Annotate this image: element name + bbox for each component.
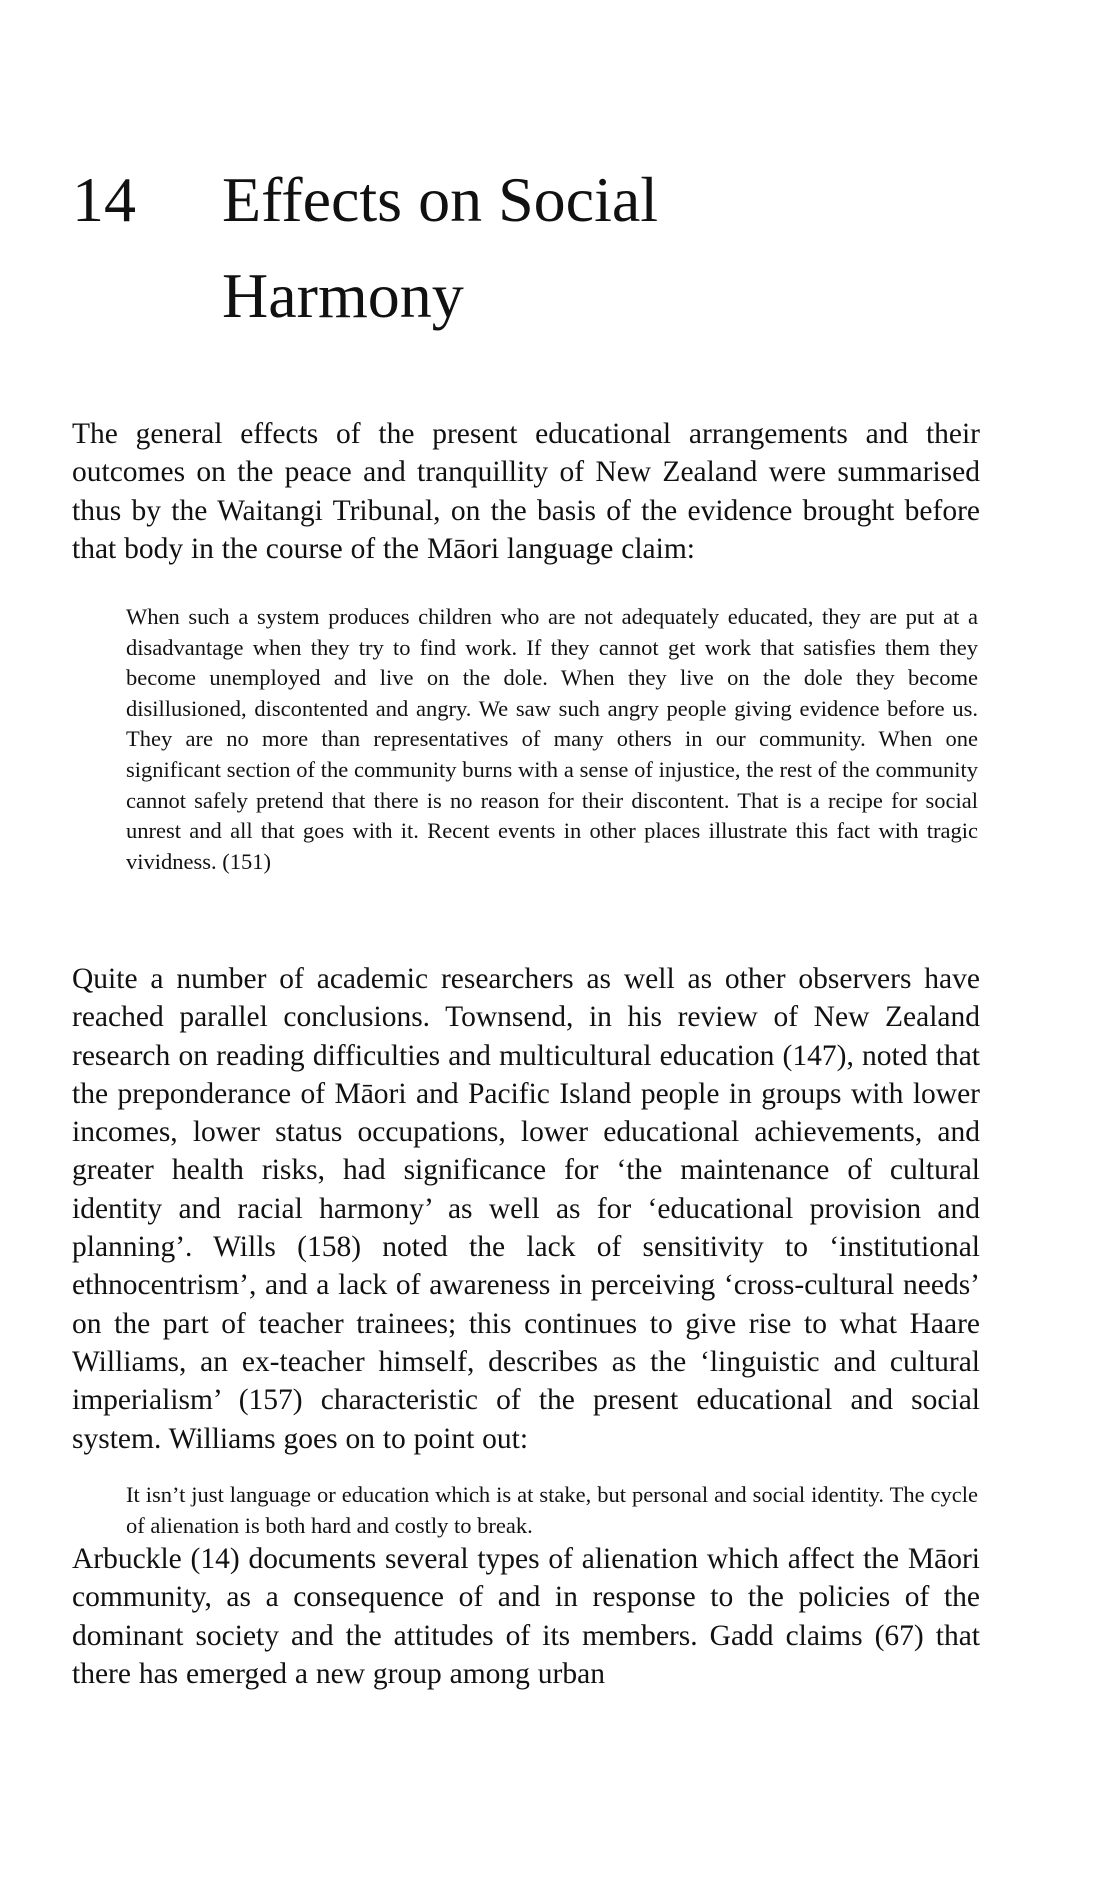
body-paragraph-3: Arbuckle (14) documents several types of alienation which affect the Māori community, as a consequence of and in response to the policies of the dominant society and the attitudes of its members. Gadd claims (67) that there has emerged a new group among urban: [72, 1543, 980, 1690]
block-quote-williams: It isn’t just language or education which is at stake, but personal and social identity. The cycle of alienation is both hard and costly to break.: [126, 1482, 978, 1538]
chapter-number: 14: [72, 164, 136, 235]
body-paragraph-2: Quite a number of academic researchers as well as other observers have reached parallel conclusions. Townsend, in his review of New Zealand research on reading difficulties and multicultural education (147), noted that the preponderance of Māori and Pacific Island people in groups with lower incomes, lower status occupations, lower educational achievements, and greater health risks, had significance for ‘the maintenance of cultural identity and racial harmony’ as well as for ‘educational provision and planning’. Wills (158) noted the lack of sensitivity to ‘institutional ethnocentrism’, and a lack of awareness in perceiving ‘cross-cultural needs’ on the part of teacher trainees; this continues to give rise to what Haare Williams, an ex-teacher himself, describes as the ‘linguistic and cultural imperialism’ (157) characteristic of the present educational and social system. Williams goes on to point out:: [72, 963, 980, 1455]
chapter-title-line-2: Harmony: [222, 260, 464, 331]
body-paragraph-1: The general effects of the present educational arrangements and their outcomes on the peace and tranquillity of New Zealand were summarised thus by the Waitangi Tribunal, on the basis of the evidence brought before that body in the course of the Māori language claim:: [72, 418, 980, 565]
block-quote-waitangi-tribunal: When such a system produces children who are not adequately educated, they are put at a disadvantage when they try to find work. If they cannot get work that satisfies them they become unemployed and live on the dole. When they live on the dole they become disillusioned, discontented and angry. We saw such angry people giving evidence before us. They are no more than representatives of many others in our community. When one significant section of the community burns with a sense of injustice, the rest of the community cannot safely pretend that there is no reason for their discontent. That is a recipe for social unrest and all that goes with it. Recent events in other places illustrate this fact with tragic vividness. (151): [126, 604, 978, 874]
chapter-title: [222, 152, 1042, 344]
chapter-title-line-1: Effects on Social: [222, 164, 659, 235]
